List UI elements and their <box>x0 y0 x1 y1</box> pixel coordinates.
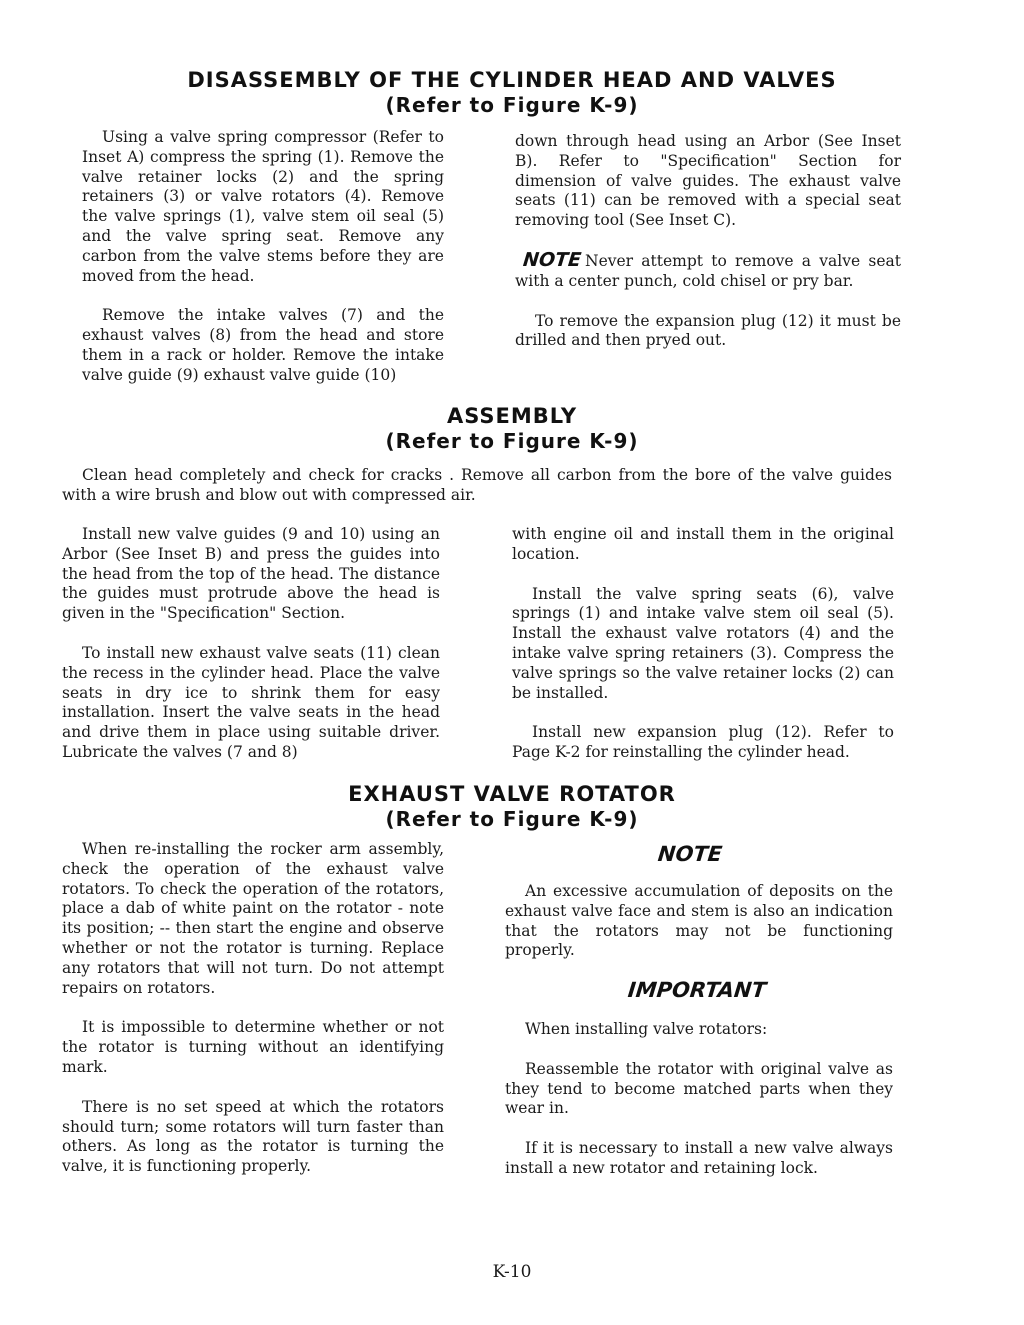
rotator-paragraph-2: It is impossible to determine whether or not the rotator is turning without an identifying mark. <box>62 1018 444 1076</box>
disassembly-paragraph-3: down through head using an Arbor (See Inset B). Refer to "Specification" Section for dimension of valve guides. The exhaust valve seats (11) can be removed with a special seat removing tool (See Inset C). <box>515 132 901 230</box>
disassembly-heading <box>0 68 1024 117</box>
rotator-note-label: NOTE <box>656 842 724 866</box>
rotator-paragraph-3: There is no set speed at which the rotators should turn; some rotators will turn faster than others. As long as the rotator is turning the valve, it is functioning properly. <box>62 1097 444 1176</box>
assembly-intro <box>62 466 892 506</box>
important-paragraph-2: If it is necessary to install a new valve always install a new rotator and retaining lock. <box>505 1139 893 1177</box>
assembly-intro-text: Clean head completely and check for cracks . Remove all carbon from the bore of the valve guides with a wire brush and blow out with compressed air. <box>62 466 892 504</box>
important-paragraph-1: Reassemble the rotator with original valve as they tend to become matched parts when they wear in. <box>505 1059 893 1118</box>
important-label: IMPORTANT <box>626 978 768 1002</box>
rotator-title: EXHAUST VALVE ROTATOR <box>348 782 676 806</box>
rotator-paragraph-1: When re-installing the rocker arm assembly, check the operation of the exhaust valve rotators. To check the operation of the rotators, place a dab of white paint on the rotator - note its position; -- then start the engine and observe whether or not the rotator is turning. Replace any rotators that will not turn. Do not attempt repairs on rotators. <box>62 840 444 997</box>
rotator-important-column <box>505 1020 893 1179</box>
assembly-paragraph-1: Install new valve guides (9 and 10) using an Arbor (See Inset B) and press the guides into the head from the top of the head. The distance the guides must protrude above the head is given in the "Specification" Section. <box>62 525 440 623</box>
assembly-heading <box>0 404 1024 453</box>
disassembly-subtitle: (Refer to Figure K-9) <box>385 93 639 117</box>
assembly-title: ASSEMBLY <box>446 404 578 428</box>
page-number: K-10 <box>492 1262 532 1282</box>
assembly-paragraph-2: To install new exhaust valve seats (11) clean the recess in the cylinder head. Place the valve seats in dry ice to shrink them for easy installation. Insert the valve seats in the head and drive them in place using suitable driver. Lubricate the valves (7 and 8) <box>62 643 440 761</box>
rotator-note-column <box>505 882 893 961</box>
disassembly-note <box>515 248 901 292</box>
note-label: NOTE <box>521 248 583 271</box>
note-text: Never attempt to remove a valve seat with a center punch, cold chisel or pry bar. <box>515 251 901 290</box>
assembly-paragraph-3: with engine oil and install them in the original location. <box>512 525 894 563</box>
disassembly-title: DISASSEMBLY OF THE CYLINDER HEAD AND VALVES <box>187 68 837 92</box>
rotator-subtitle: (Refer to Figure K-9) <box>385 807 639 831</box>
assembly-right-column <box>512 525 894 763</box>
assembly-subtitle: (Refer to Figure K-9) <box>385 429 639 453</box>
assembly-paragraph-5: Install new expansion plug (12). Refer to Page K-2 for reinstalling the cylinder head. <box>512 723 894 762</box>
rotator-heading <box>0 782 1024 831</box>
rotator-note-text: An excessive accumulation of deposits on the exhaust valve face and stem is also an indication that the rotators may not be functioning properly. <box>505 882 893 960</box>
disassembly-paragraph-2: Remove the intake valves (7) and the exhaust valves (8) from the head and store them in a rack or holder. Remove the intake valve guide (9) exhaust valve guide (10) <box>82 306 444 384</box>
assembly-paragraph-4: Install the valve spring seats (6), valve springs (1) and intake valve stem oil seal (5). Install the exhaust valve rotators (4) and the intake valve spring retainers (3). Compress the valve springs so the valve retainer locks (2) can be installed. <box>512 584 894 702</box>
disassembly-paragraph-1: Using a valve spring compressor (Refer to Inset A) compress the spring (1). Remove the valve retainer locks (2) and the spring retainers (3) or valve rotators (4). Remove the valve springs (1), valve stem oil seal (5) and the valve spring seat. Remove any carbon from the valve stems before they are moved from the head. <box>82 128 444 285</box>
assembly-left-column <box>62 525 440 763</box>
disassembly-left-column <box>82 128 444 386</box>
important-intro: When installing valve rotators: <box>525 1020 768 1038</box>
disassembly-right-column <box>515 132 901 351</box>
rotator-left-column <box>62 840 444 1177</box>
disassembly-paragraph-4: To remove the expansion plug (12) it must be drilled and then pryed out. <box>515 311 901 350</box>
